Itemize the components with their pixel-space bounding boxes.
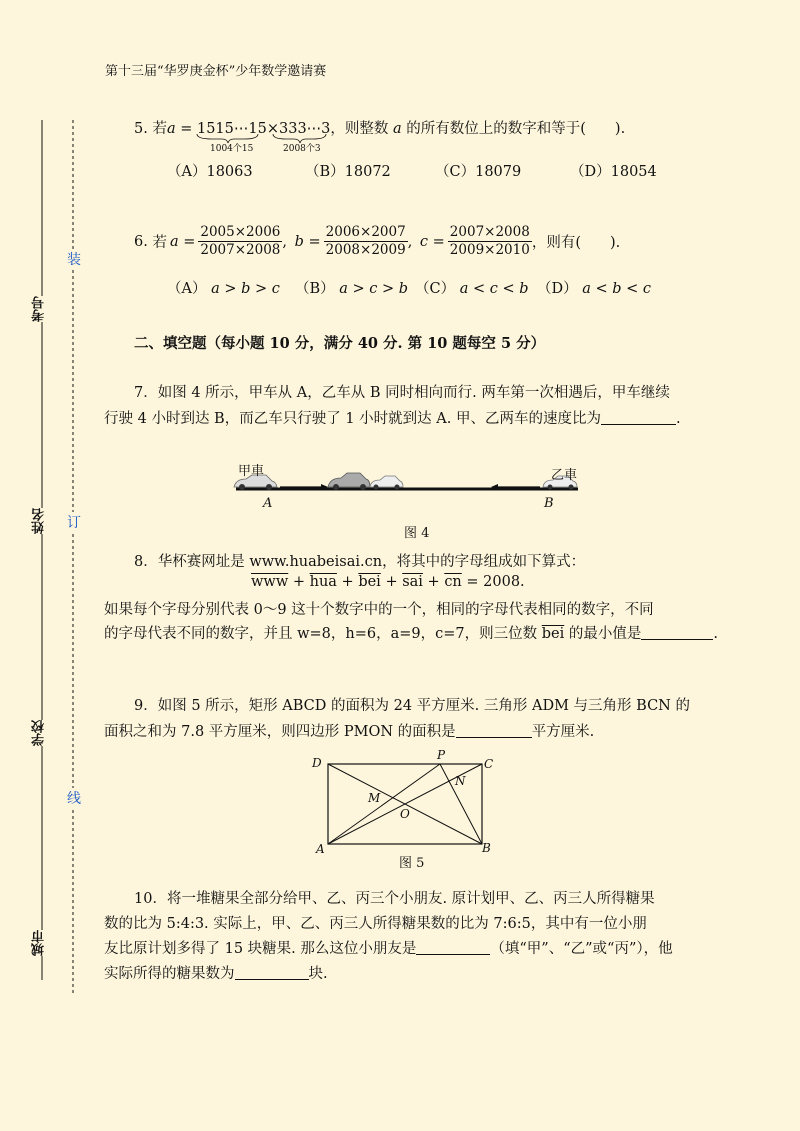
- question-5: 5. 若a = 1515⋯15×333⋯3，则整数 a 的所有数位上的数字和等于( ).: [134, 121, 626, 137]
- q10-answer-blank-1[interactable]: [416, 940, 490, 955]
- q7-line-1: 7．如图 4 所示，甲车从 A，乙车从 B 同时相向而行. 两车第一次相遇后，甲车继续: [134, 385, 670, 401]
- car-a-label: 甲車: [238, 464, 265, 479]
- figure-4: [228, 458, 588, 514]
- figure-4-caption: 图 4: [404, 526, 430, 541]
- q6-option-d: （D） a < b < c: [537, 281, 652, 297]
- q8-equation: $\overline{www} + \overline{hua} + \overline{bei} + \overline{sai} + \overline{cn} = 2008$.: [251, 574, 525, 590]
- q10-line-3: 友比原计划多得了 15 块糖果. 那么这位小朋友是 （填“甲”、“乙”或“丙”），他: [104, 941, 673, 957]
- q9-line-1: 9．如图 5 所示，矩形 ABCD 的面积为 24 平方厘米. 三角形 ADM 与三角形 BCN 的: [134, 698, 690, 714]
- figure-5-caption: 图 5: [399, 856, 425, 871]
- point-a-label: A: [263, 496, 273, 511]
- q8-answer-blank[interactable]: [641, 625, 713, 640]
- field-name: 姓名: [32, 508, 47, 534]
- segment-ap: [328, 764, 440, 844]
- q10-answer-blank-2[interactable]: [235, 965, 309, 980]
- q10-line-2: 数的比为 5:4:3. 实际上，甲、乙、丙三人所得糖果数的比为 7:6:5，其中有一位小朋: [104, 916, 647, 932]
- fraction-b: $\frac{2006\times 2007}{2008\times 2009}$: [325, 224, 406, 258]
- question-6: 6. 若 a = $\frac{2005\times 2006}{2007\times 2008}$ , b = $\frac{2006\times 2007}{2008\times 2009}$ , c = $\frac{2007\times 2008}{2009\times 2010}$ ，则有( ).: [134, 224, 621, 258]
- page-header: 第十三届“华罗庚金杯”少年数学邀请赛: [105, 64, 327, 79]
- q9-line-2: 面积之和为 7.8 平方厘米，则四边形 PMON 的面积是 平方厘米.: [104, 724, 595, 740]
- q7-answer-blank[interactable]: [601, 410, 676, 425]
- q7-line-2: 行驶 4 小时到达 B，而乙车只行驶了 1 小时就到达 A. 甲、乙两车的速度比为 .: [104, 411, 681, 427]
- q8-line-4: 的字母代表不同的数字，并且 w=8，h=6，a=9，c=7，则三位数 $\overline{bei}$ 的最小值是 .: [104, 626, 718, 642]
- q6-option-c: （C） a < c < b: [415, 281, 529, 297]
- q6-option-b: （B） a > c > b: [295, 281, 409, 297]
- label-c: C: [484, 757, 494, 771]
- section-2-title: 二、填空题（每小题 10 分，满分 40 分. 第 10 题每空 5 分）: [134, 335, 546, 352]
- field-school: 学校: [32, 720, 47, 746]
- binding-char-xian: 线: [67, 788, 81, 808]
- field-city: 城市: [32, 930, 47, 956]
- binding-margin: [0, 0, 100, 1131]
- label-a: A: [316, 842, 325, 856]
- meeting-cars-icon: [328, 473, 403, 490]
- q9-answer-blank[interactable]: [456, 723, 532, 738]
- q5-option-c: （C）18079: [435, 164, 522, 180]
- q5-option-d: （D）18054: [570, 164, 657, 180]
- label-o: O: [400, 807, 410, 821]
- field-exam-number: 考号: [32, 296, 47, 322]
- point-b-label: B: [544, 496, 554, 511]
- label-m: M: [368, 791, 381, 805]
- q5-brace-label-2: 2008个3: [283, 144, 321, 154]
- q8-line-1: 8．华杯赛网址是 www.huabeisai.cn，将其中的字母组成如下算式：: [134, 554, 586, 570]
- q6-option-a: （A） a > b > c: [167, 281, 280, 297]
- q5-option-a: （A）18063: [167, 164, 253, 180]
- q8-line-3: 如果每个字母分别代表 0～9 这十个数字中的一个，相同的字母代表相同的数字，不同: [104, 602, 654, 618]
- label-n: N: [455, 774, 466, 788]
- fraction-a: $\frac{2005\times 2006}{2007\times 2008}$: [200, 224, 281, 258]
- binding-char-ding: 订: [67, 512, 81, 532]
- q10-line-4: 实际所得的糖果数为 块.: [104, 966, 328, 982]
- car-b-label: 乙車: [551, 468, 578, 483]
- q5-brace-label-1: 1004个15: [210, 144, 254, 154]
- label-p: P: [437, 748, 446, 762]
- binding-char-zhuang: 装: [67, 249, 81, 269]
- figure-5: [320, 758, 490, 848]
- fraction-c: $\frac{2007\times 2008}{2009\times 2010}$: [449, 224, 530, 258]
- label-b: B: [482, 841, 491, 855]
- q10-line-1: 10．将一堆糖果全部分给甲、乙、丙三个小朋友. 原计划甲、乙、丙三人所得糖果: [134, 891, 655, 907]
- label-d: D: [312, 756, 322, 770]
- q5-option-b: （B）18072: [305, 164, 391, 180]
